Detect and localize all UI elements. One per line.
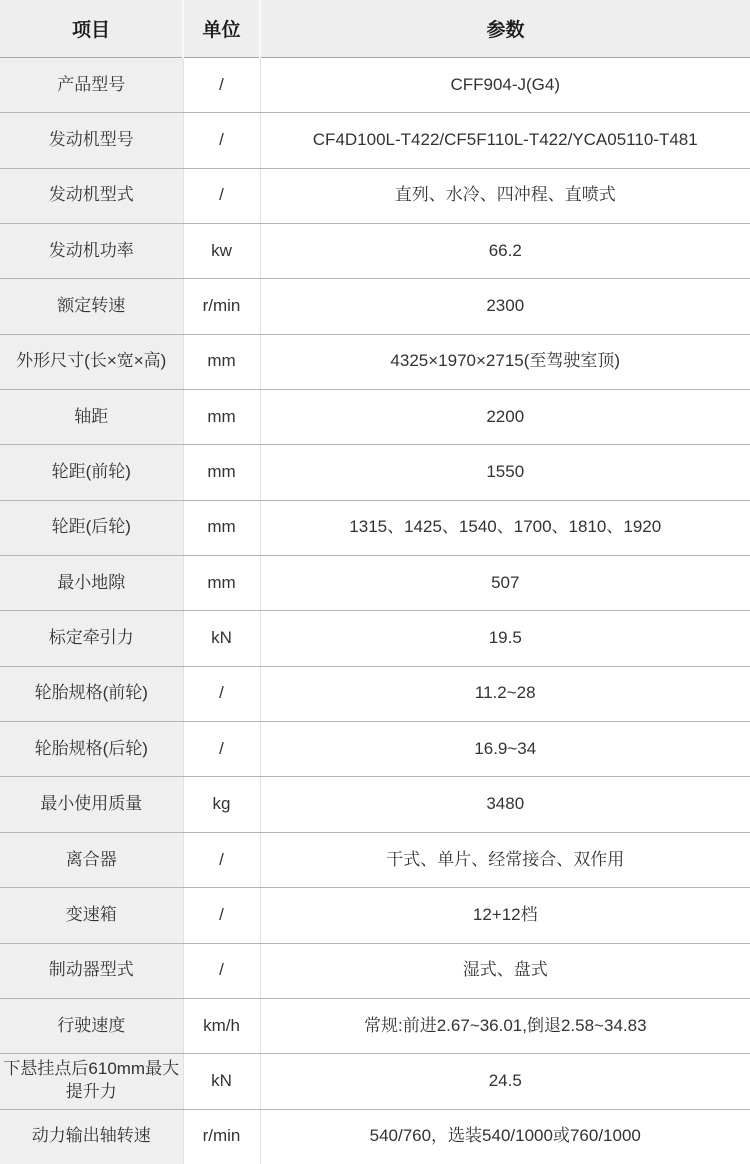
spec-unit-cell: r/min (183, 1109, 260, 1164)
spec-item-cell: 变速箱 (0, 888, 183, 943)
table-row (0, 168, 750, 223)
spec-value-cell: 540/760，选装540/1000或760/1000 (260, 1109, 750, 1164)
table-row (0, 279, 750, 334)
table-row (0, 998, 750, 1053)
spec-unit-cell: kN (183, 611, 260, 666)
table-row (0, 1054, 750, 1109)
spec-item-cell: 标定牵引力 (0, 611, 183, 666)
spec-unit-cell: / (183, 832, 260, 887)
spec-item-cell: 制动器型式 (0, 943, 183, 998)
spec-item-cell: 轮距(前轮) (0, 445, 183, 500)
spec-value-cell: 11.2~28 (260, 666, 750, 721)
spec-value-cell: 16.9~34 (260, 722, 750, 777)
header-item-column: 项目 (0, 0, 183, 58)
spec-unit-cell: mm (183, 556, 260, 611)
spec-unit-cell: kg (183, 777, 260, 832)
spec-unit-cell: r/min (183, 279, 260, 334)
spec-item-cell: 轮距(后轮) (0, 500, 183, 555)
spec-value-cell: 24.5 (260, 1054, 750, 1109)
spec-item-cell: 轮胎规格(后轮) (0, 722, 183, 777)
spec-item-cell: 外形尺寸(长×宽×高) (0, 334, 183, 389)
spec-value-cell: 直列、水冷、四冲程、直喷式 (260, 168, 750, 223)
spec-item-cell: 动力输出轴转速 (0, 1109, 183, 1164)
spec-unit-cell: / (183, 943, 260, 998)
spec-unit-cell: mm (183, 390, 260, 445)
spec-value-cell: 4325×1970×2715(至驾驶室顶) (260, 334, 750, 389)
table-row (0, 943, 750, 998)
spec-table-header (0, 0, 750, 58)
table-row (0, 390, 750, 445)
spec-item-cell: 发动机型式 (0, 168, 183, 223)
spec-unit-cell: / (183, 113, 260, 168)
spec-item-cell: 产品型号 (0, 58, 183, 113)
spec-value-cell: 2200 (260, 390, 750, 445)
spec-value-cell: 12+12档 (260, 888, 750, 943)
table-row (0, 556, 750, 611)
spec-value-cell: 66.2 (260, 224, 750, 279)
spec-value-cell: CFF904-J(G4) (260, 58, 750, 113)
spec-item-cell: 下悬挂点后610mm最大提升力 (0, 1054, 183, 1109)
table-row (0, 500, 750, 555)
spec-value-cell: 1315、1425、1540、1700、1810、1920 (260, 500, 750, 555)
table-row (0, 722, 750, 777)
spec-unit-cell: mm (183, 334, 260, 389)
spec-unit-cell: kN (183, 1054, 260, 1109)
spec-unit-cell: / (183, 666, 260, 721)
table-row (0, 832, 750, 887)
table-row (0, 58, 750, 113)
table-row (0, 334, 750, 389)
spec-value-cell: 2300 (260, 279, 750, 334)
table-row (0, 611, 750, 666)
header-value-column: 参数 (260, 0, 750, 58)
table-row (0, 224, 750, 279)
spec-value-cell: 507 (260, 556, 750, 611)
spec-unit-cell: mm (183, 445, 260, 500)
spec-unit-cell: mm (183, 500, 260, 555)
spec-value-cell: 湿式、盘式 (260, 943, 750, 998)
spec-item-cell: 最小地隙 (0, 556, 183, 611)
spec-value-cell: 1550 (260, 445, 750, 500)
spec-unit-cell: / (183, 722, 260, 777)
spec-item-cell: 离合器 (0, 832, 183, 887)
spec-value-cell: CF4D100L-T422/CF5F110L-T422/YCA05110-T481 (260, 113, 750, 168)
spec-item-cell: 额定转速 (0, 279, 183, 334)
spec-table-body (0, 58, 750, 1164)
table-row (0, 113, 750, 168)
table-row (0, 445, 750, 500)
spec-item-cell: 发动机功率 (0, 224, 183, 279)
spec-unit-cell: km/h (183, 998, 260, 1053)
header-row (0, 0, 750, 58)
spec-item-cell: 轴距 (0, 390, 183, 445)
spec-unit-cell: / (183, 168, 260, 223)
spec-value-cell: 干式、单片、经常接合、双作用 (260, 832, 750, 887)
table-row (0, 1109, 750, 1164)
spec-unit-cell: / (183, 58, 260, 113)
spec-value-cell: 19.5 (260, 611, 750, 666)
header-unit-column: 单位 (183, 0, 260, 58)
spec-unit-cell: kw (183, 224, 260, 279)
spec-item-cell: 发动机型号 (0, 113, 183, 168)
spec-item-cell: 轮胎规格(前轮) (0, 666, 183, 721)
spec-item-cell: 行驶速度 (0, 998, 183, 1053)
spec-value-cell: 常规:前进2.67~36.01,倒退2.58~34.83 (260, 998, 750, 1053)
table-row (0, 666, 750, 721)
spec-value-cell: 3480 (260, 777, 750, 832)
spec-item-cell: 最小使用质量 (0, 777, 183, 832)
table-row (0, 777, 750, 832)
spec-unit-cell: / (183, 888, 260, 943)
table-row (0, 888, 750, 943)
